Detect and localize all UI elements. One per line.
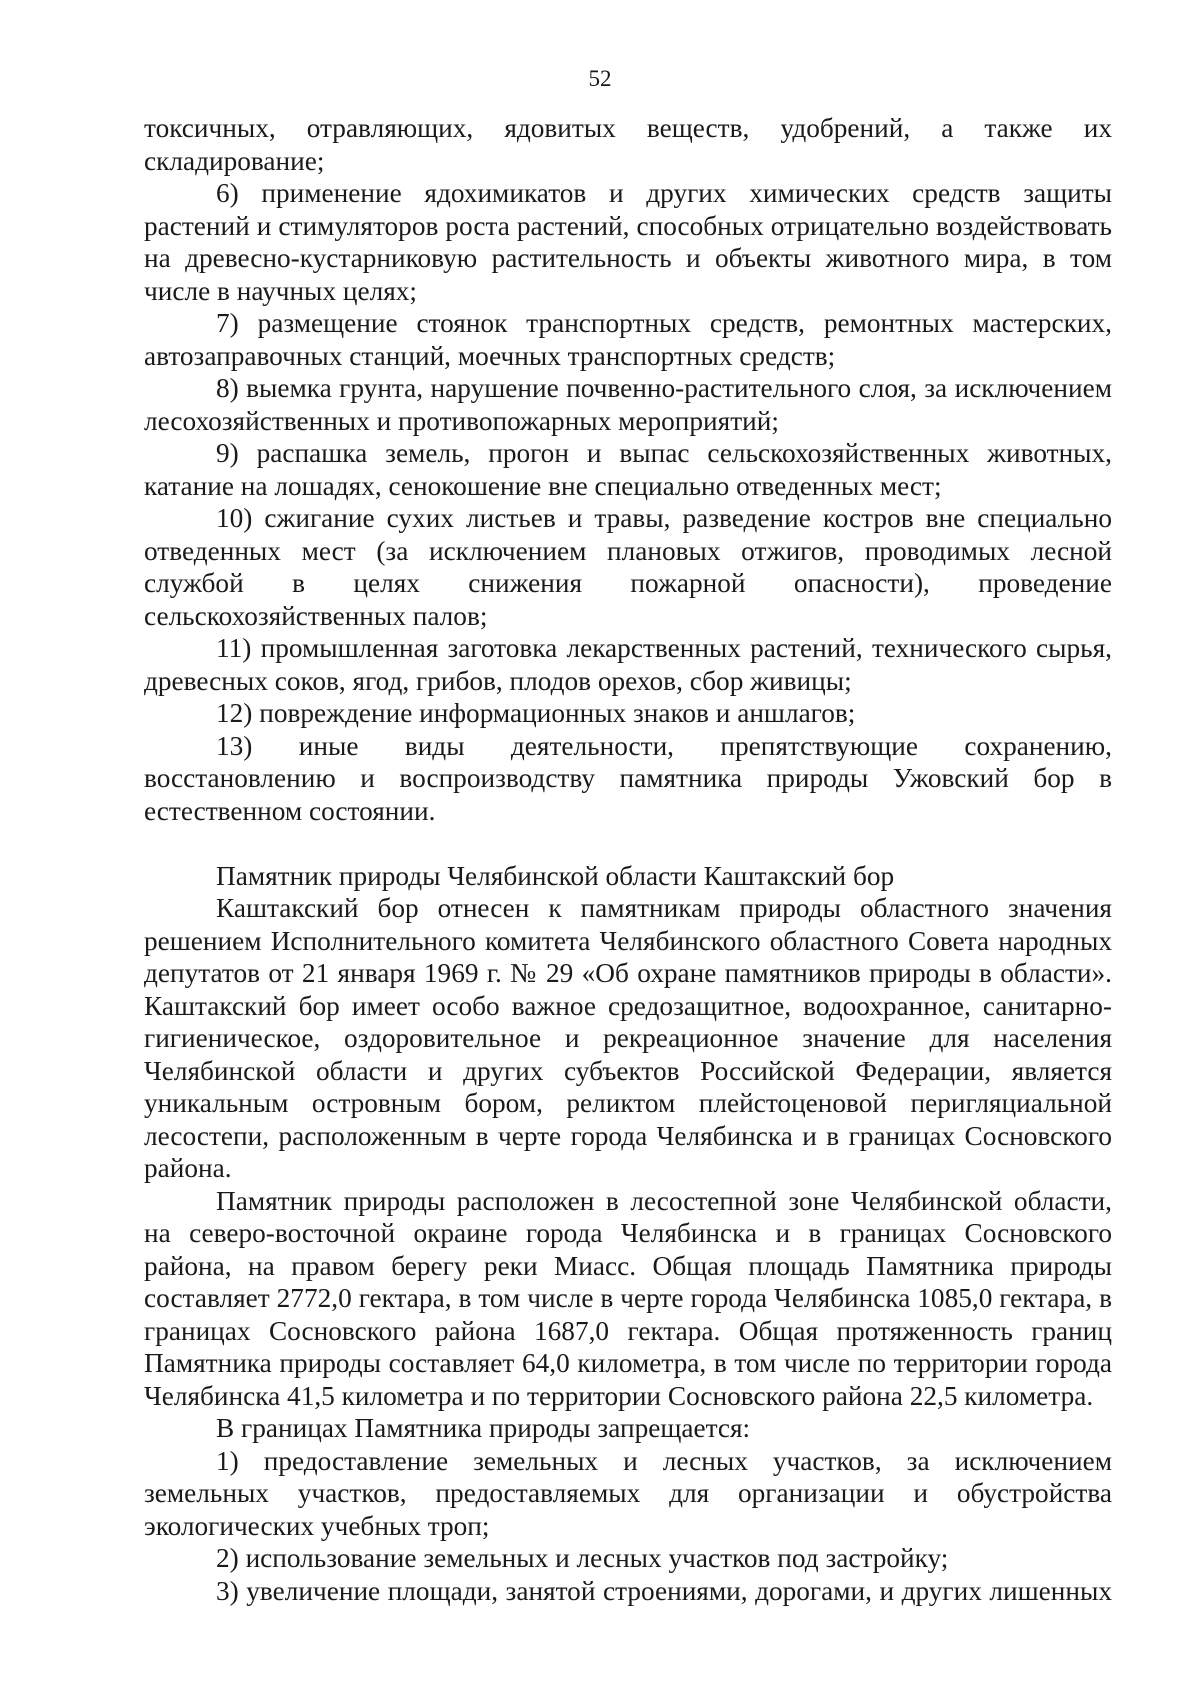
document-body <box>144 112 1112 1607</box>
list-item-9: 9) распашка земель, прогон и выпас сельскохозяйственных животных, катание на лошадях, сенокошение вне специально отведенных мест; <box>144 438 1112 501</box>
prohibition-item-1: 1) предоставление земельных и лесных участков, за исключением земельных участков, предоставляемых для организации и обустройства экологических учебных троп; <box>144 1445 1112 1541</box>
list-item-8: 8) выемка грунта, нарушение почвенно-растительного слоя, за исключением лесохозяйственных и противопожарных мероприятий; <box>144 373 1112 436</box>
list-item-6: 6) применение ядохимикатов и других химических средств защиты растений и стимуляторов роста растений, способных отрицательно воздействовать на древесно-кустарниковую растительность и объекты животного мира, в том числе в научных целях; <box>144 178 1112 306</box>
prohibition-item-3: 3) увеличение площади, занятой строениями, дорогами, и других лишенных <box>216 1575 1112 1606</box>
list-item-7: 7) размещение стоянок транспортных средств, ремонтных мастерских, автозаправочных станций, моечных транспортных средств; <box>144 308 1112 371</box>
section-paragraph: Памятник природы расположен в лесостепной зоне Челябинской области, на северо-восточной окраине города Челябинска и в границах Сосновского района, на правом берегу реки Миасс. Общая площадь Памятника природы составляет 2772,0 гектара, в том числе в черте города Челябинска 1085,0 гектара, в границах Сосновского района 1687,0 гектара. Общая протяженность границ Памятника природы составляет 64,0 километра, в том числе по территории города Челябинска 41,5 километра и по территории Сосновского района 22,5 километра. <box>144 1185 1112 1411</box>
prohibition-item-2: 2) использование земельных и лесных участков под застройку; <box>216 1543 949 1573</box>
prohibitions-intro: В границах Памятника природы запрещается: <box>216 1413 751 1443</box>
section-paragraph: Каштакский бор отнесен к памятникам природы областного значения решением Исполнительного комитета Челябинского областного Совета народных депутатов от 21 января 1969 г. № 29 «Об охране памятников природы в области». Каштакский бор имеет особо важное средозащитное, водоохранное, санитарно-гигиеническое, оздоровительное и рекреационное значение для населения Челябинской области и других субъектов Российской Федерации, является уникальным островным бором, реликтом плейстоценовой перигляциальной лесостепи, расположенным в черте города Челябинска и в границах Сосновского района. <box>144 893 1112 1183</box>
section-spacer <box>144 827 1112 860</box>
list-item-10: 10) сжигание сухих листьев и травы, разведение костров вне специально отведенных мест (за исключением плановых отжигов, проводимых лесной службой в целях снижения пожарной опасности), проведение сельскохозяйственных палов; <box>144 503 1112 631</box>
page-number: 52 <box>588 66 612 91</box>
list-item-11: 11) промышленная заготовка лекарственных растений, технического сырья, древесных соков, ягод, грибов, плодов орехов, сбор живицы; <box>144 633 1112 696</box>
section-title: Памятник природы Челябинской области Каштакский бор <box>216 860 895 891</box>
list-item-13: 13) иные виды деятельности, препятствующие сохранению, восстановлению и воспроизводству памятника природы Ужовский бор в естественном состоянии. <box>144 730 1112 826</box>
paragraph: токсичных, отравляющих, ядовитых веществ, удобрений, а также их складирование; <box>144 113 1112 176</box>
list-item-12: 12) повреждение информационных знаков и аншлагов; <box>216 698 856 728</box>
